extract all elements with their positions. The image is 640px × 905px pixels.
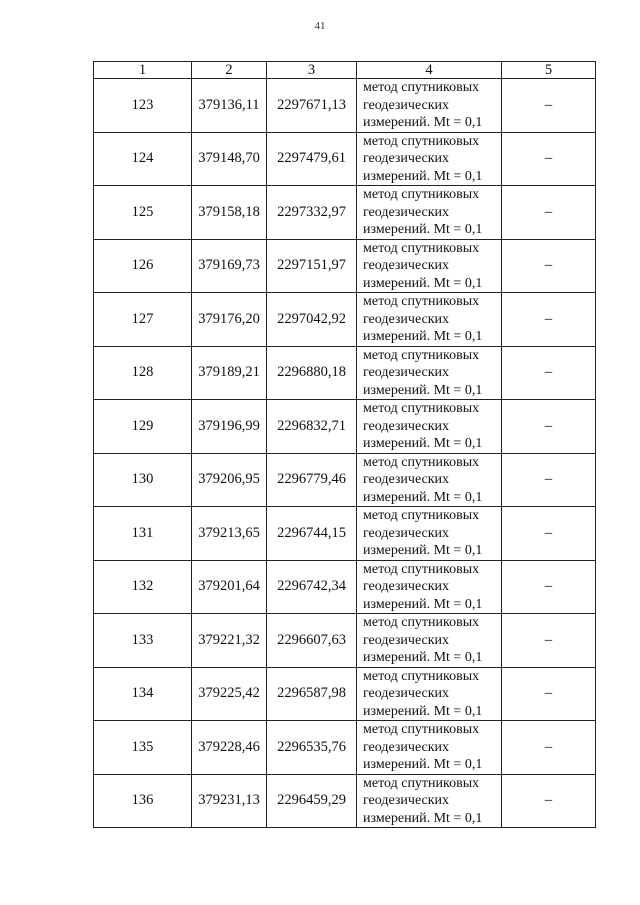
header-col-1: 1 bbox=[94, 62, 192, 79]
method-line: геодезических bbox=[363, 579, 450, 594]
x-coordinate-cell: 379228,46 bbox=[192, 721, 267, 775]
method-line: метод спутниковых bbox=[363, 347, 480, 363]
y-coordinate-cell: 2297671,13 bbox=[267, 79, 357, 133]
table-body bbox=[94, 79, 596, 828]
method-cell bbox=[357, 560, 502, 614]
method-cell bbox=[357, 721, 502, 775]
table-row bbox=[94, 293, 596, 347]
method-cell bbox=[357, 667, 502, 721]
method-line: метод спутниковых bbox=[363, 401, 480, 416]
method-cell bbox=[357, 453, 502, 507]
note-cell: – bbox=[502, 239, 596, 293]
y-coordinate-cell: 2297151,97 bbox=[267, 239, 357, 293]
method-line: геодезических bbox=[363, 204, 450, 220]
table-row bbox=[94, 400, 596, 454]
method-cell bbox=[357, 186, 502, 240]
x-coordinate-cell: 379148,70 bbox=[192, 132, 267, 186]
method-line: метод спутниковых bbox=[363, 454, 480, 470]
method-line: метод спутниковых bbox=[363, 187, 480, 202]
note-cell: – bbox=[502, 453, 596, 507]
x-coordinate-cell: 379169,73 bbox=[192, 239, 267, 293]
method-line: геодезических bbox=[363, 525, 450, 541]
point-number-cell: 123 bbox=[94, 79, 192, 133]
y-coordinate-cell: 2297042,92 bbox=[267, 293, 357, 347]
method-line: метод спутниковых bbox=[363, 240, 480, 256]
point-number-cell: 135 bbox=[94, 721, 192, 775]
point-number-cell: 125 bbox=[94, 186, 192, 240]
method-cell bbox=[357, 293, 502, 347]
point-number-cell: 128 bbox=[94, 346, 192, 400]
note-cell: – bbox=[502, 293, 596, 347]
method-line: измерений. Mt = 0,1 bbox=[363, 650, 483, 665]
table-row bbox=[94, 614, 596, 668]
method-line: метод спутниковых bbox=[363, 508, 480, 523]
note-cell: – bbox=[502, 400, 596, 454]
method-line: геодезических bbox=[363, 311, 450, 327]
x-coordinate-cell: 379221,32 bbox=[192, 614, 267, 668]
x-coordinate-cell: 379225,42 bbox=[192, 667, 267, 721]
table-row bbox=[94, 239, 596, 293]
method-line: измерений. Mt = 0,1 bbox=[363, 703, 483, 719]
method-line: геодезических bbox=[363, 793, 450, 808]
point-number-cell: 127 bbox=[94, 293, 192, 347]
y-coordinate-cell: 2296880,18 bbox=[267, 346, 357, 400]
table-row bbox=[94, 560, 596, 614]
x-coordinate-cell: 379213,65 bbox=[192, 507, 267, 561]
note-cell: – bbox=[502, 132, 596, 186]
method-line: измерений. Mt = 0,1 bbox=[363, 275, 483, 291]
note-cell: – bbox=[502, 346, 596, 400]
x-coordinate-cell: 379136,11 bbox=[192, 79, 267, 133]
method-line: геодезических bbox=[363, 739, 450, 755]
x-coordinate-cell: 379189,21 bbox=[192, 346, 267, 400]
point-number-cell: 129 bbox=[94, 400, 192, 454]
method-line: геодезических bbox=[363, 472, 450, 487]
method-line: измерений. Mt = 0,1 bbox=[363, 329, 483, 344]
table-row bbox=[94, 774, 596, 828]
point-number-cell: 130 bbox=[94, 453, 192, 507]
header-col-4: 4 bbox=[357, 62, 502, 79]
y-coordinate-cell: 2297479,61 bbox=[267, 132, 357, 186]
method-cell bbox=[357, 774, 502, 828]
method-line: измерений. Mt = 0,1 bbox=[363, 543, 483, 558]
point-number-cell: 131 bbox=[94, 507, 192, 561]
point-number-cell: 134 bbox=[94, 667, 192, 721]
table-row bbox=[94, 667, 596, 721]
method-line: метод спутниковых bbox=[363, 133, 480, 149]
x-coordinate-cell: 379206,95 bbox=[192, 453, 267, 507]
point-number-cell: 133 bbox=[94, 614, 192, 668]
note-cell: – bbox=[502, 186, 596, 240]
note-cell: – bbox=[502, 560, 596, 614]
table-row bbox=[94, 186, 596, 240]
method-line: геодезических bbox=[363, 151, 450, 166]
method-line: измерений. Mt = 0,1 bbox=[363, 168, 483, 184]
method-line: метод спутниковых bbox=[363, 615, 480, 630]
header-col-5: 5 bbox=[502, 62, 596, 79]
page-number: 41 bbox=[314, 20, 326, 32]
method-line: измерений. Mt = 0,1 bbox=[363, 596, 483, 612]
method-cell bbox=[357, 346, 502, 400]
method-line: измерений. Mt = 0,1 bbox=[363, 757, 483, 772]
y-coordinate-cell: 2296535,76 bbox=[267, 721, 357, 775]
y-coordinate-cell: 2297332,97 bbox=[267, 186, 357, 240]
method-line: измерений. Mt = 0,1 bbox=[363, 810, 483, 826]
table-row bbox=[94, 453, 596, 507]
method-cell bbox=[357, 79, 502, 133]
method-line: геодезических bbox=[363, 97, 450, 113]
method-line: геодезических bbox=[363, 686, 450, 701]
point-number-cell: 124 bbox=[94, 132, 192, 186]
method-line: измерений. Mt = 0,1 bbox=[363, 489, 483, 505]
table-row bbox=[94, 721, 596, 775]
note-cell: – bbox=[502, 79, 596, 133]
method-line: измерений. Mt = 0,1 bbox=[363, 115, 483, 130]
method-line: измерений. Mt = 0,1 bbox=[363, 382, 483, 398]
y-coordinate-cell: 2296832,71 bbox=[267, 400, 357, 454]
point-number-cell: 132 bbox=[94, 560, 192, 614]
method-line: геодезических bbox=[363, 365, 450, 380]
method-line: метод спутниковых bbox=[363, 561, 480, 577]
y-coordinate-cell: 2296779,46 bbox=[267, 453, 357, 507]
method-cell bbox=[357, 132, 502, 186]
y-coordinate-cell: 2296744,15 bbox=[267, 507, 357, 561]
note-cell: – bbox=[502, 614, 596, 668]
x-coordinate-cell: 379201,64 bbox=[192, 560, 267, 614]
method-line: измерений. Mt = 0,1 bbox=[363, 436, 483, 451]
y-coordinate-cell: 2296587,98 bbox=[267, 667, 357, 721]
method-line: измерений. Mt = 0,1 bbox=[363, 222, 483, 237]
method-line: метод спутниковых bbox=[363, 775, 480, 791]
method-line: метод спутниковых bbox=[363, 668, 480, 684]
point-number-cell: 136 bbox=[94, 774, 192, 828]
y-coordinate-cell: 2296742,34 bbox=[267, 560, 357, 614]
method-cell bbox=[357, 239, 502, 293]
x-coordinate-cell: 379158,18 bbox=[192, 186, 267, 240]
table-row bbox=[94, 346, 596, 400]
table-row bbox=[94, 79, 596, 133]
method-line: геодезических bbox=[363, 632, 450, 648]
method-line: геодезических bbox=[363, 258, 450, 273]
method-cell bbox=[357, 614, 502, 668]
header-col-2: 2 bbox=[192, 62, 267, 79]
x-coordinate-cell: 379231,13 bbox=[192, 774, 267, 828]
method-line: геодезических bbox=[363, 418, 450, 434]
table-header-row bbox=[94, 62, 596, 79]
header-col-3: 3 bbox=[267, 62, 357, 79]
y-coordinate-cell: 2296459,29 bbox=[267, 774, 357, 828]
x-coordinate-cell: 379196,99 bbox=[192, 400, 267, 454]
method-cell bbox=[357, 507, 502, 561]
method-line: метод спутниковых bbox=[363, 722, 480, 737]
y-coordinate-cell: 2296607,63 bbox=[267, 614, 357, 668]
note-cell: – bbox=[502, 721, 596, 775]
note-cell: – bbox=[502, 667, 596, 721]
note-cell: – bbox=[502, 774, 596, 828]
method-cell bbox=[357, 400, 502, 454]
table-row bbox=[94, 132, 596, 186]
method-line: метод спутниковых bbox=[363, 294, 480, 309]
x-coordinate-cell: 379176,20 bbox=[192, 293, 267, 347]
method-line: метод спутниковых bbox=[363, 80, 480, 95]
coordinates-table bbox=[93, 61, 596, 828]
table-row bbox=[94, 507, 596, 561]
note-cell: – bbox=[502, 507, 596, 561]
point-number-cell: 126 bbox=[94, 239, 192, 293]
